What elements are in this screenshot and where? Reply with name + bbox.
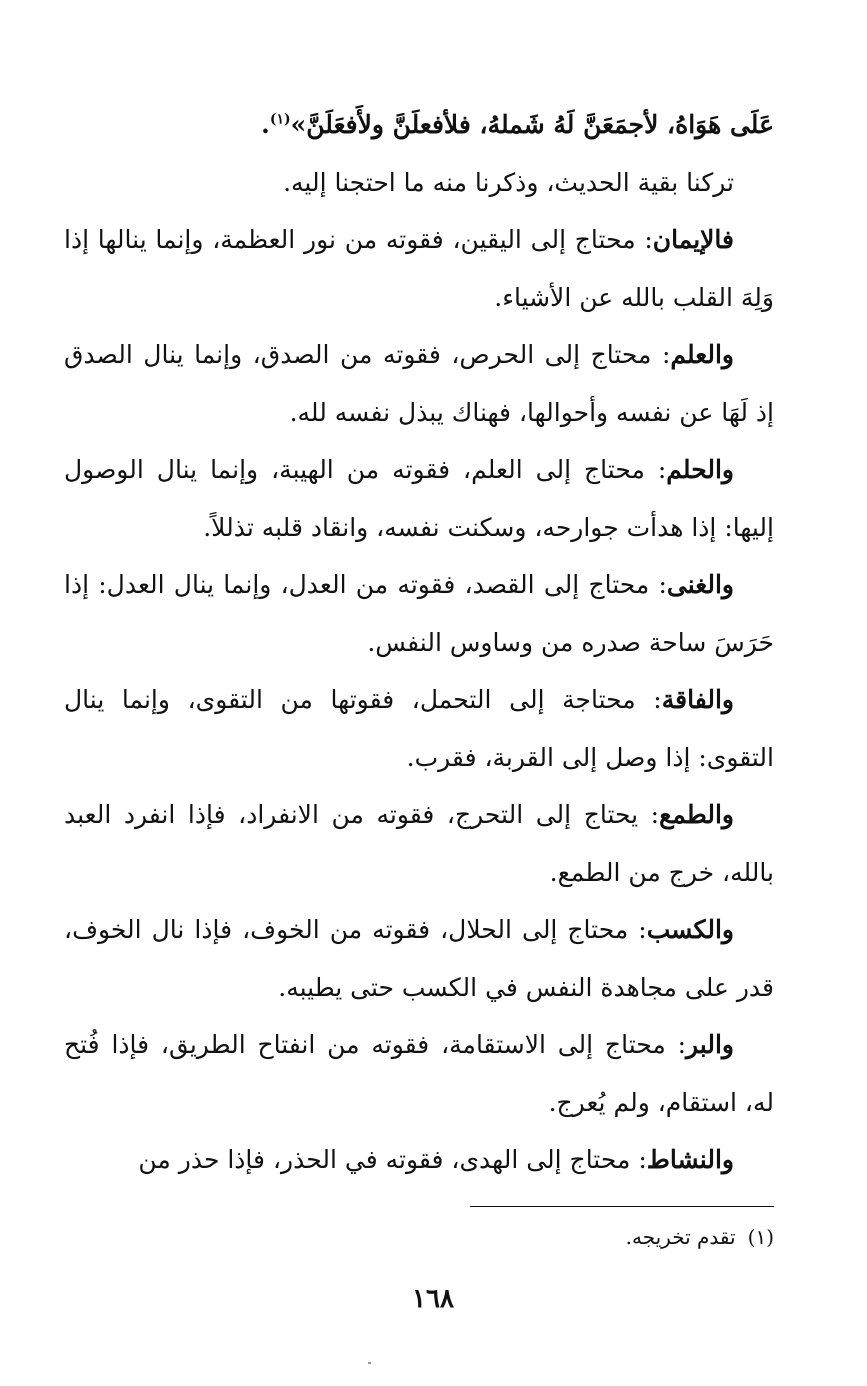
paragraph-birr [64,1016,774,1131]
paragraph-hadith-ending [64,96,774,154]
paragraph-lead-word: والنشاط [646,1145,734,1174]
paragraph-text: : محتاج إلى الحرص، فقوته من الصدق، وإنما ينال الصدق إذ لَهَا عن نفسه وأحوالها، فهناك يبذل نفسه لله. [64,340,774,427]
paragraph-lead-word: والطمع [659,800,734,829]
paragraph-note [64,154,774,212]
footnote-text: تقدم تخريجه. [625,1225,736,1249]
paragraph-lead-word: والحلم [666,455,734,484]
hadith-text: عَلَى هَوَاهُ، لأجمَعَنَّ لَهُ شَملهُ، فلأفعلَنَّ ولأَفعَلَنَّ» [290,110,774,139]
hadith-tail: . [261,110,270,139]
paragraph-hilm [64,441,774,556]
paragraph-nashat [64,1131,774,1189]
paragraph-tama [64,786,774,901]
paragraph-ilm [64,326,774,441]
scan-speck [368,1362,371,1364]
paragraph-text: : يحتاج إلى التحرج، فقوته من الانفراد، فإذا انفرد العبد بالله، خرج من الطمع. [64,800,774,887]
paragraph-iman [64,211,774,326]
paragraph-ghina [64,556,774,671]
footnote [400,1222,774,1252]
paragraph-text: : محتاجة إلى التحمل، فقوتها من التقوى، وإنما ينال التقوى: إذا وصل إلى القربة، فقرب. [64,685,774,772]
paragraph-text: : محتاج إلى الاستقامة، فقوته من انفتاح الطريق، فإذا فُتح له، استقام، ولم يُعرج. [64,1030,774,1117]
footnote-reference: (١) [269,111,291,128]
paragraph-lead-word: والكسب [646,915,734,944]
paragraph-text: : محتاج إلى الهدى، فقوته في الحذر، فإذا حذر من [138,1145,647,1174]
paragraph-lead-word: فالإيمان [652,225,734,254]
paragraph-text: : محتاج إلى الحلال، فقوته من الخوف، فإذا نال الخوف، قدر على مجاهدة النفس في الكسب حتى يطيبه. [64,915,774,1002]
paragraph-lead-word: والبر [686,1030,734,1059]
paragraph-text: تركنا بقية الحديث، وذكرنا منه ما احتجنا إليه. [283,167,734,197]
paragraph-faqa [64,671,774,786]
main-text [64,96,774,1189]
paragraph-text: : محتاج إلى القصد، فقوته من العدل، وإنما ينال العدل: إذا حَرَسَ ساحة صدره من وساوس النفس. [64,570,774,657]
paragraph-lead-word: والعلم [670,340,734,369]
paragraph-text: : محتاج إلى اليقين، فقوته من نور العظمة، وإنما ينالها إذا وَلِهَ القلب بالله عن الأشياء. [64,225,774,312]
footnote-number: (١) [747,1225,774,1249]
paragraph-text: : محتاج إلى العلم، فقوته من الهيبة، وإنما ينال الوصول إليها: إذا هدأت جوارحه، وسكنت نفسه، وانقاد قلبه تذللاً. [64,455,774,542]
paragraph-lead-word: والفاقة [661,685,734,714]
page-number: ١٦٨ [412,1284,454,1314]
paragraph-kasb [64,901,774,1016]
paragraph-lead-word: والغنى [666,570,734,599]
footnote-divider [470,1206,774,1207]
